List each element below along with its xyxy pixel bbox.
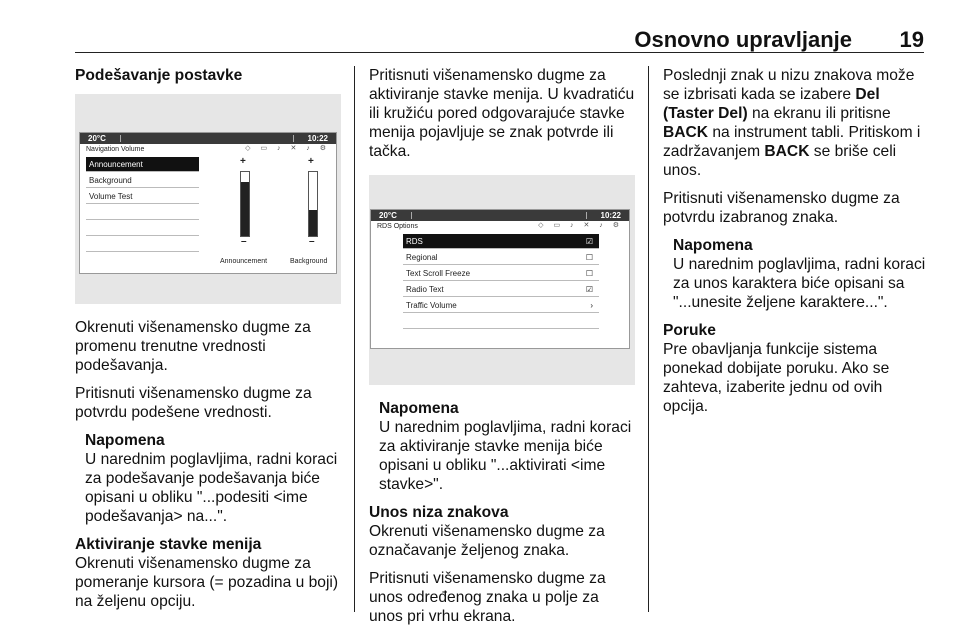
note [85, 431, 341, 526]
menu-item-empty [86, 221, 199, 236]
paragraph: Pritisnuti višenamensko dugme za unos određenog znaka u polje za unos pri vrhu ekrana. [369, 570, 606, 625]
note [673, 236, 929, 312]
status-icons: ◇ ▭ ♪ ✕ ♪ ⚙ [538, 222, 623, 229]
section-heading: Poruke [663, 322, 716, 339]
screen-title: Navigation Volume [86, 146, 145, 153]
slider-fill [309, 210, 317, 236]
chevron-right-icon: › [590, 301, 593, 310]
plus-icon: + [308, 156, 314, 167]
note [379, 399, 635, 494]
menu-item-traffic-volume[interactable]: Traffic Volume › [403, 298, 599, 313]
paragraph: Okrenuti višenamensko dugme za promenu trenutne vrednosti podešavanja. [75, 319, 311, 374]
column-divider [354, 66, 355, 612]
announcement-slider[interactable] [240, 171, 250, 237]
note-title: Napomena [85, 432, 165, 449]
slider-label: Announcement [220, 258, 268, 265]
temperature: 20°C [88, 134, 106, 143]
column-1 [75, 66, 341, 620]
header-rule [75, 52, 924, 53]
note-text: U narednim poglavljima, radni koraci za unos karaktera biće opisani sa "...unesite željene karaktere...". [673, 256, 926, 311]
screenshot-rds-options [369, 175, 635, 385]
paragraph: Pre obavljanja funkcije sistema ponekad dobijate poruku. Ako se zahteva, izaberite jednu od ovih opcija. [663, 341, 890, 415]
temperature: 20°C [379, 211, 397, 220]
note-text: U narednim poglavljima, radni koraci za podešavanje podešavanja biće opisani u obliku "...podesiti <ime podešavanja> na...". [85, 451, 338, 525]
slider-label: Background [290, 258, 328, 265]
minus-icon: – [309, 236, 315, 247]
section-heading: Unos niza znakova [369, 504, 509, 521]
paragraph: Okrenuti višenamensko dugme za označavanje željenog znaka. [369, 523, 605, 559]
note-title: Napomena [673, 237, 753, 254]
menu-item-radio-text[interactable]: Radio Text ☑ [403, 282, 599, 297]
background-slider[interactable] [308, 171, 318, 237]
menu-item[interactable]: Announcement [86, 157, 199, 172]
paragraph: Pritisnuti višenamensko dugme za potvrdu podešene vrednosti. [75, 385, 312, 421]
clock: 10:22 [600, 211, 621, 220]
section-heading: Aktiviranje stavke menija [75, 536, 262, 553]
checkbox-icon: ☑ [585, 285, 593, 294]
page-number: 19 [899, 27, 924, 52]
column-3 [663, 66, 929, 425]
screen-title: RDS Options [377, 223, 418, 230]
checkbox-icon: ☑ [585, 237, 593, 246]
menu-item-rds[interactable]: RDS ☑ [403, 234, 599, 249]
back-key: BACK [764, 143, 810, 160]
menu-item-empty [86, 205, 199, 220]
menu-item-empty [86, 237, 199, 252]
menu-item-empty [403, 314, 599, 329]
checkbox-icon: ☐ [585, 269, 593, 278]
paragraph: Okrenuti višenamensko dugme za pomeranje kursora (= pozadina u boji) na željenu opciju. [75, 555, 339, 610]
page-header-title: Osnovno upravljanje [634, 27, 852, 52]
section-heading: Podešavanje postavke [75, 67, 243, 84]
del-key: Del (Taster Del) [663, 86, 880, 122]
menu-item[interactable]: Background [86, 173, 199, 188]
slider-fill [241, 182, 249, 236]
status-icons: ◇ ▭ ♪ ✕ ♪ ⚙ [245, 145, 330, 152]
back-key: BACK [663, 124, 709, 141]
column-divider [648, 66, 649, 612]
clock: 10:22 [307, 134, 328, 143]
screenshot-navigation-volume [75, 94, 341, 304]
menu-item-regional[interactable]: Regional ☐ [403, 250, 599, 265]
note-title: Napomena [379, 400, 459, 417]
paragraph: Pritisnuti višenamensko dugme za aktiviranje stavke menija. U kvadratiću ili kružiću pored odgovarajuće stavke menija pojavljuje se znak potvrde ili tačka. [369, 67, 635, 160]
note-text: U narednim poglavljima, radni koraci za aktiviranje stavke menija biće opisani u obliku "...aktivirati <ime stavke>". [379, 419, 632, 493]
column-2 [369, 66, 635, 635]
menu-item[interactable]: Volume Test [86, 189, 199, 204]
plus-icon: + [240, 156, 246, 167]
minus-icon: – [241, 236, 247, 247]
paragraph: Poslednji znak u nizu znakova može se izbrisati kada se izabere Del (Taster Del) na ekranu ili pritisne BACK na instrument tabli. Pritiskom i zadržavanjem BACK se briše celi unos. [663, 67, 921, 179]
checkbox-icon: ☐ [585, 253, 593, 262]
menu-item-text-scroll[interactable]: Text Scroll Freeze ☐ [403, 266, 599, 281]
paragraph: Pritisnuti višenamensko dugme za potvrdu izabranog znaka. [663, 190, 900, 226]
